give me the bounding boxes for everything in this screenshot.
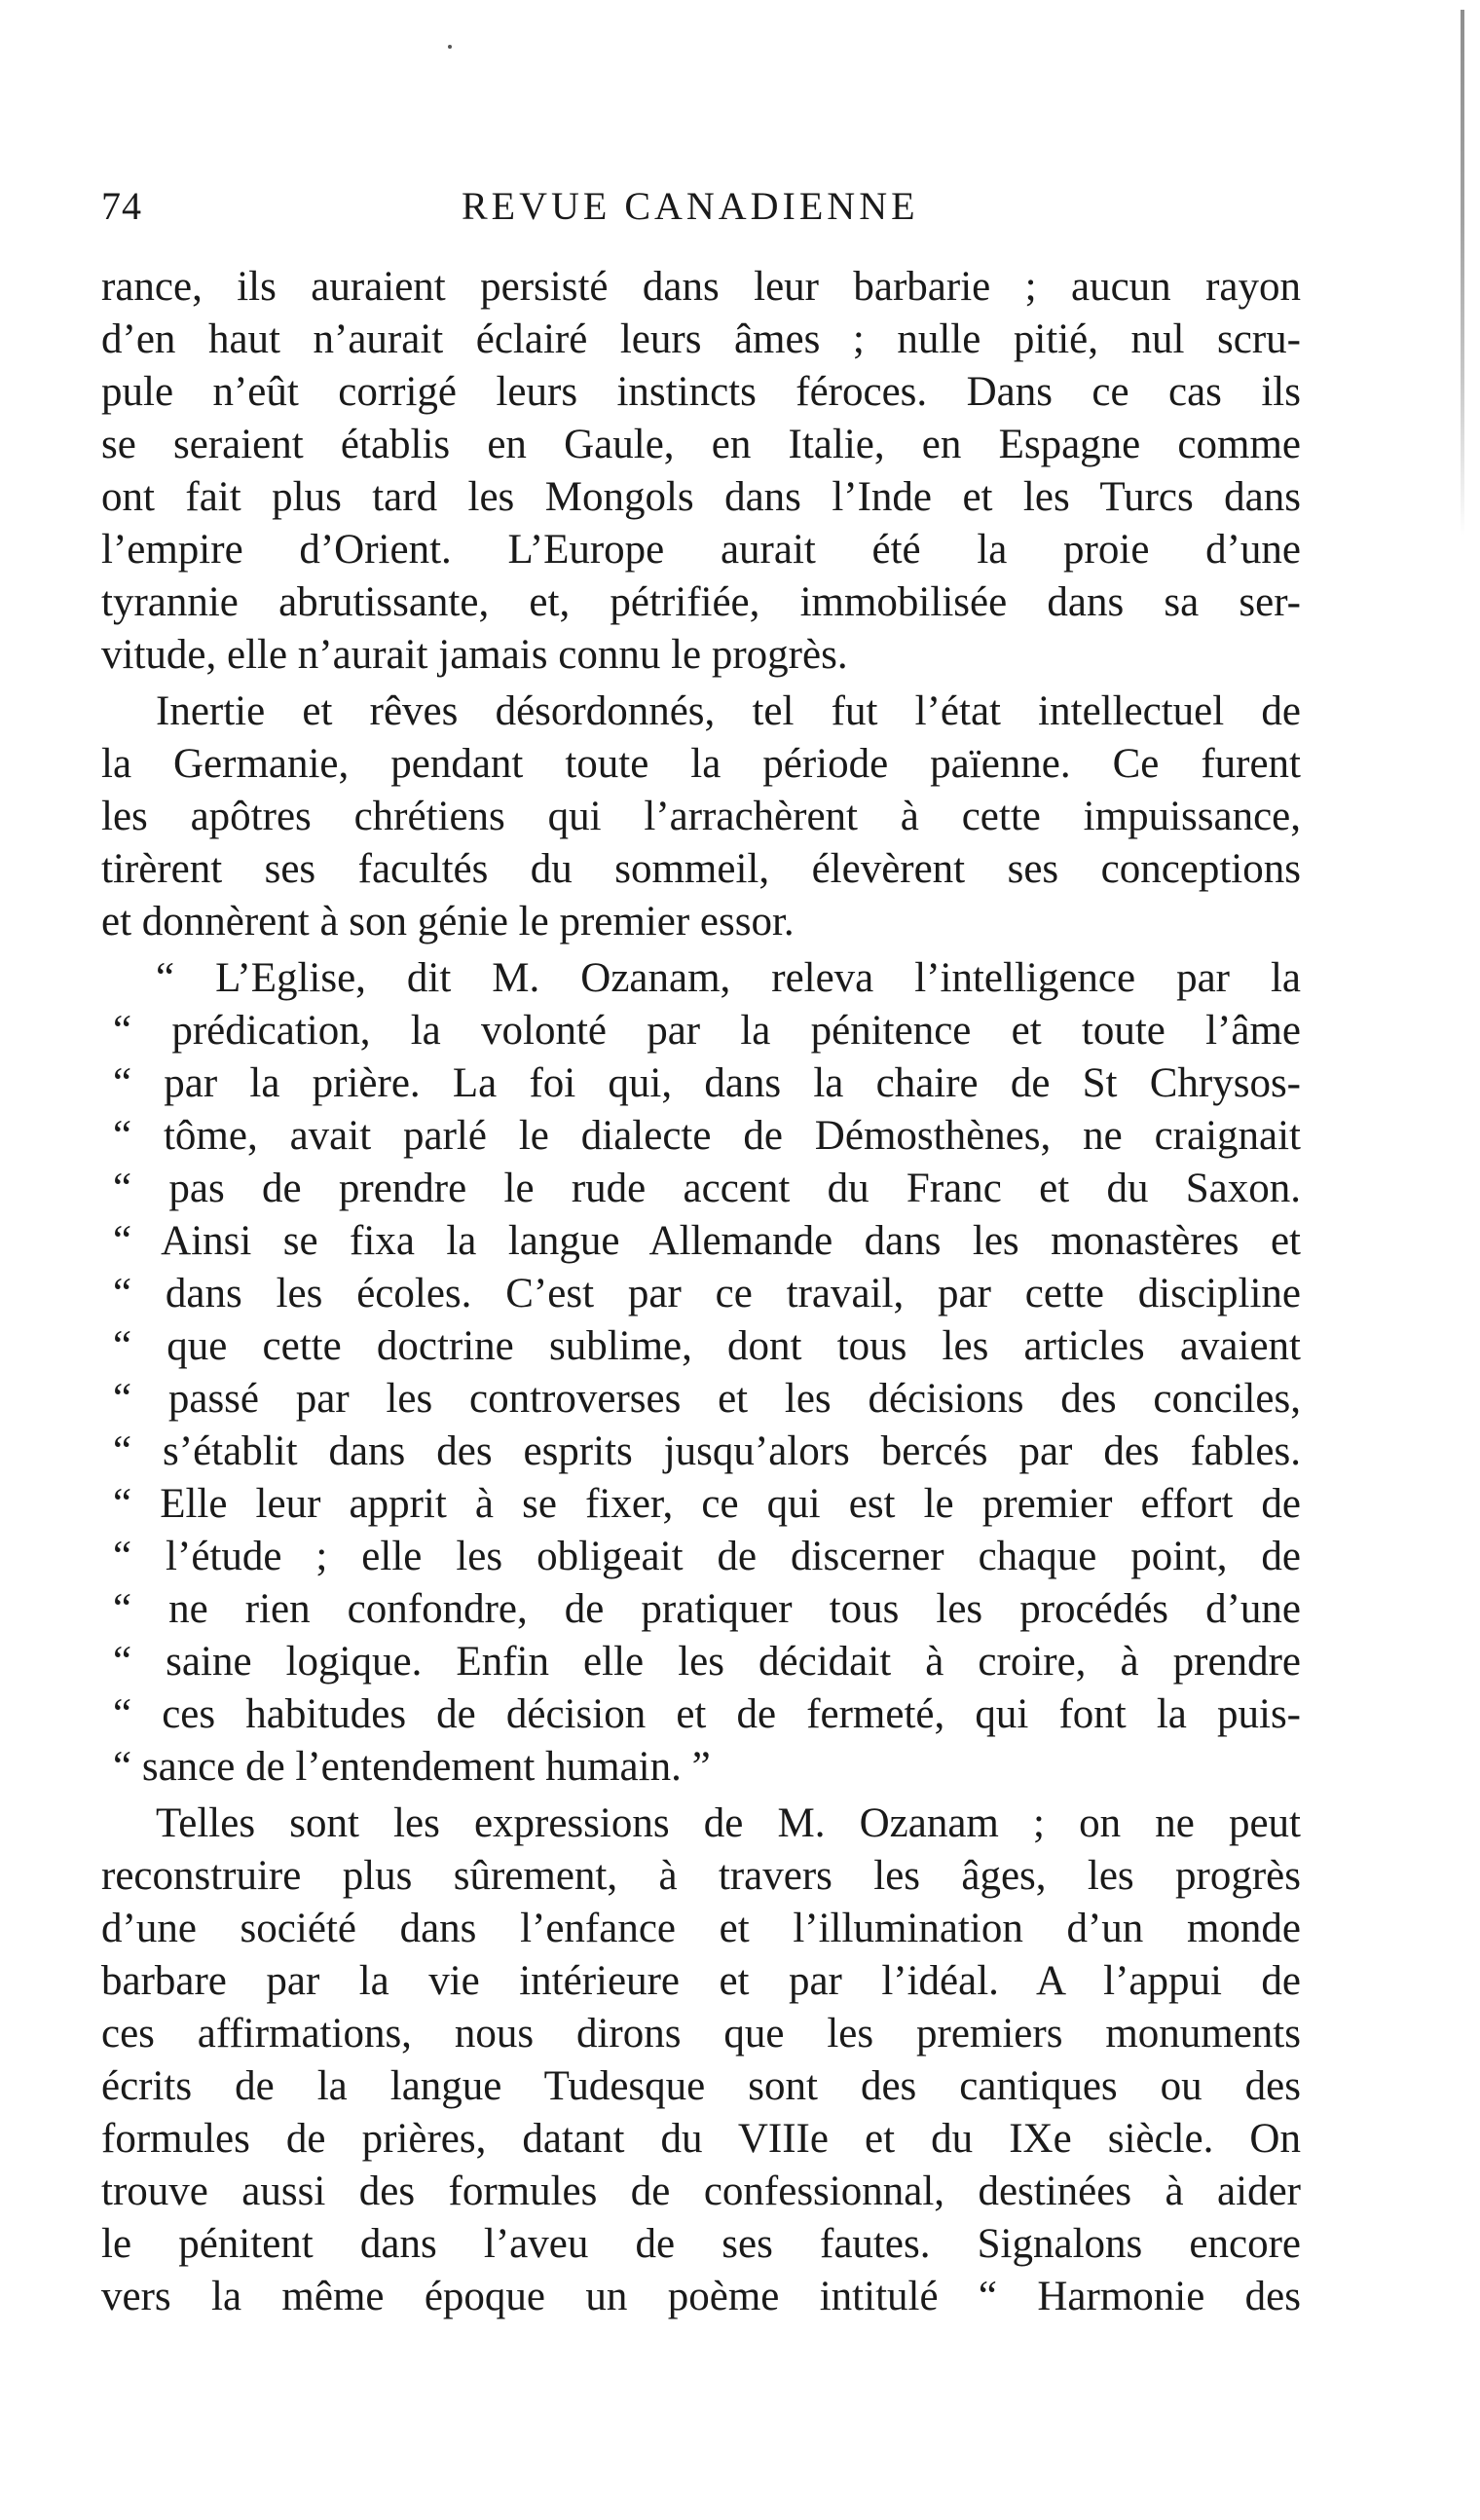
paragraph	[101, 261, 1301, 682]
quote-line: “ l’étude ; elle les obligeait de discerner chaque point, de	[113, 1534, 1301, 1579]
text-line: se seraient établis en Gaule, en Italie, en Espagne comme	[101, 422, 1301, 467]
quote-line: “ L’Eglise, dit M. Ozanam, releva l’intelligence par la	[156, 955, 1301, 1001]
body-text	[101, 261, 1301, 2323]
text-line: Inertie et rêves désordonnés, tel fut l’état intellectuel de	[156, 688, 1301, 734]
quote-line: “ tôme, avait parlé le dialecte de Démosthènes, ne craignait	[113, 1113, 1301, 1159]
running-head: REVUE CANADIENNE	[462, 184, 919, 228]
text-line: formules de prières, datant du VIIIe et du IXe siècle. On	[101, 2116, 1301, 2162]
text-line: rance, ils auraient persisté dans leur barbarie ; aucun rayon	[101, 264, 1301, 310]
quote-line: “ pas de prendre le rude accent du Franc et du Saxon.	[113, 1166, 1301, 1211]
quote-line: “ que cette doctrine sublime, dont tous les articles avaient	[113, 1323, 1301, 1369]
quote-line: “ Ainsi se fixa la langue Allemande dans les monastères et	[113, 1218, 1301, 1264]
quote-line: “ ne rien confondre, de pratiquer tous les procédés d’une	[113, 1586, 1301, 1632]
text-line: l’empire d’Orient. L’Europe aurait été la proie d’une	[101, 527, 1301, 573]
text-line: Telles sont les expressions de M. Ozanam ; on ne peut	[156, 1800, 1301, 1846]
text-line: pule n’eût corrigé leurs instincts féroces. Dans ce cas ils	[101, 369, 1301, 415]
paragraph	[101, 1797, 1301, 2323]
text-line: le pénitent dans l’aveu de ses fautes. Signalons encore	[101, 2221, 1301, 2267]
page-header	[101, 183, 1299, 241]
quote-line: “ saine logique. Enfin elle les décidait à croire, à prendre	[113, 1639, 1301, 1685]
text-line: d’en haut n’aurait éclairé leurs âmes ; nulle pitié, nul scru-	[101, 316, 1301, 362]
quote-line: “ dans les écoles. C’est par ce travail, par cette discipline	[113, 1271, 1301, 1316]
text-line: ces affirmations, nous dirons que les premiers monuments	[101, 2011, 1301, 2057]
quote-line: “ prédication, la volonté par la pénitence et toute l’âme	[113, 1008, 1301, 1054]
quote-line: “ sance de l’entendement humain. ”	[113, 1744, 711, 1790]
text-line: écrits de la langue Tudesque sont des cantiques ou des	[101, 2063, 1301, 2109]
text-line: ont fait plus tard les Mongols dans l’Inde et les Turcs dans	[101, 474, 1301, 520]
quote-line: “ Elle leur apprit à se fixer, ce qui est le premier effort de	[113, 1481, 1301, 1527]
text-line: et donnèrent à son génie le premier essor.	[101, 899, 795, 945]
paragraph	[101, 686, 1301, 948]
page-edge-shadow	[1461, 10, 1464, 536]
text-line: vitude, elle n’aurait jamais connu le progrès.	[101, 632, 848, 678]
scan-speck	[448, 45, 452, 49]
quote-line: “ par la prière. La foi qui, dans la chaire de St Chrysos-	[113, 1060, 1301, 1106]
text-line: les apôtres chrétiens qui l’arrachèrent à cette impuissance,	[101, 794, 1301, 839]
quotation	[101, 952, 1301, 1794]
text-line: vers la même époque un poème intitulé “ Harmonie des	[101, 2274, 1301, 2319]
quote-line: “ s’établit dans des esprits jusqu’alors bercés par des fables.	[113, 1428, 1301, 1474]
quote-line: “ passé par les controverses et les décisions des conciles,	[113, 1376, 1301, 1422]
quote-line: “ ces habitudes de décision et de fermeté, qui font la puis-	[113, 1691, 1301, 1737]
text-line: reconstruire plus sûrement, à travers les âges, les progrès	[101, 1853, 1301, 1899]
text-line: tirèrent ses facultés du sommeil, élevèrent ses conceptions	[101, 846, 1301, 892]
text-line: d’une société dans l’enfance et l’illumination d’un monde	[101, 1906, 1301, 1951]
page-number: 74	[101, 184, 142, 228]
text-line: trouve aussi des formules de confessionnal, destinées à aider	[101, 2168, 1301, 2214]
text-line: tyrannie abrutissante, et, pétrifiée, immobilisée dans sa ser-	[101, 579, 1301, 625]
text-line: la Germanie, pendant toute la période païenne. Ce furent	[101, 741, 1301, 787]
text-line: barbare par la vie intérieure et par l’idéal. A l’appui de	[101, 1958, 1301, 2004]
